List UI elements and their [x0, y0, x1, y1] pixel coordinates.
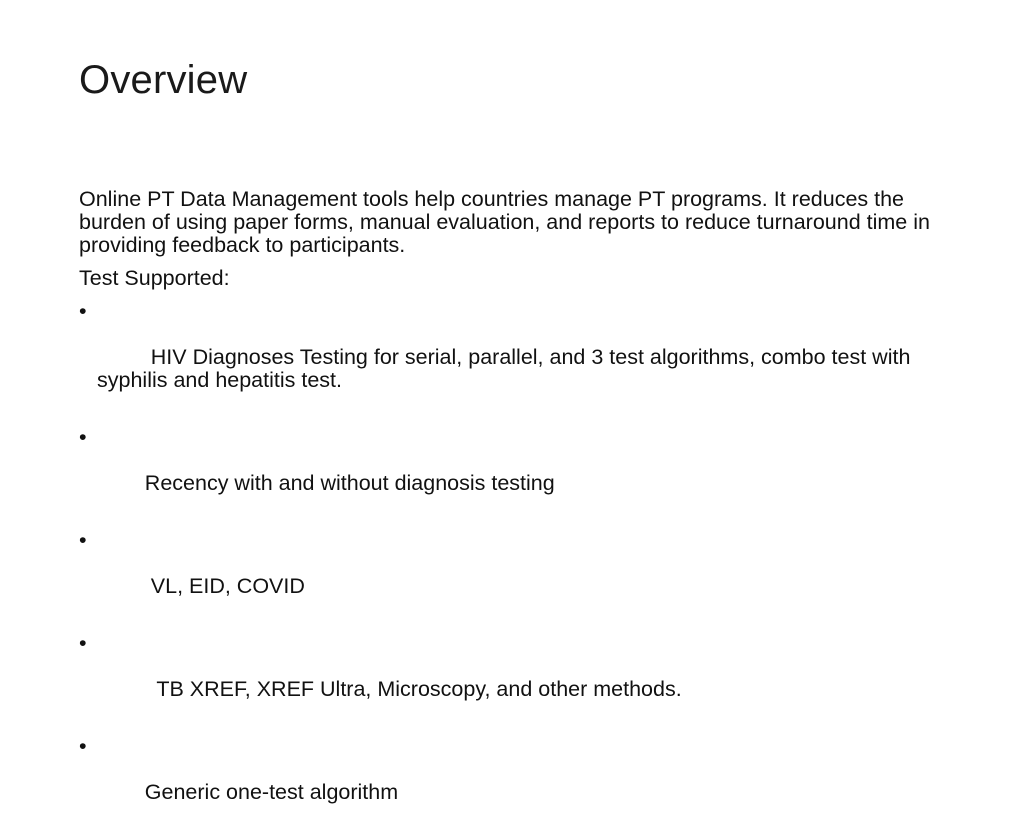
- list-item: [79, 300, 959, 415]
- bullet-icon: •: [79, 425, 87, 449]
- list-item-text: TB XREF, XREF Ultra, Microscopy, and other methods.: [144, 677, 682, 701]
- tests-list: [79, 300, 959, 827]
- list-item-text: HIV Diagnoses Testing for serial, parallel, and 3 test algorithms, combo test with syphilis and hepatitis test.: [97, 345, 917, 392]
- list-item-text: Recency with and without diagnosis testing: [144, 471, 555, 495]
- list-item: [79, 529, 959, 621]
- list-item-text: Generic one-test algorithm: [144, 780, 399, 804]
- slide-title: Overview: [79, 58, 248, 102]
- bullet-icon: •: [79, 631, 87, 655]
- slide-body: [79, 188, 959, 838]
- list-item: [79, 632, 959, 724]
- intro-paragraph: Online PT Data Management tools help countries manage PT programs. It reduces the burden of using paper forms, manual evaluation, and reports to reduce turnaround time in providing feedback to participants.: [79, 187, 930, 257]
- bullet-icon: •: [79, 734, 87, 758]
- list-item: [79, 735, 959, 827]
- list-item: [79, 426, 959, 518]
- bullet-icon: •: [79, 299, 87, 323]
- list-item-text: VL, EID, COVID: [144, 574, 305, 598]
- tests-supported-label: Test Supported:: [79, 266, 230, 290]
- bullet-icon: •: [79, 528, 87, 552]
